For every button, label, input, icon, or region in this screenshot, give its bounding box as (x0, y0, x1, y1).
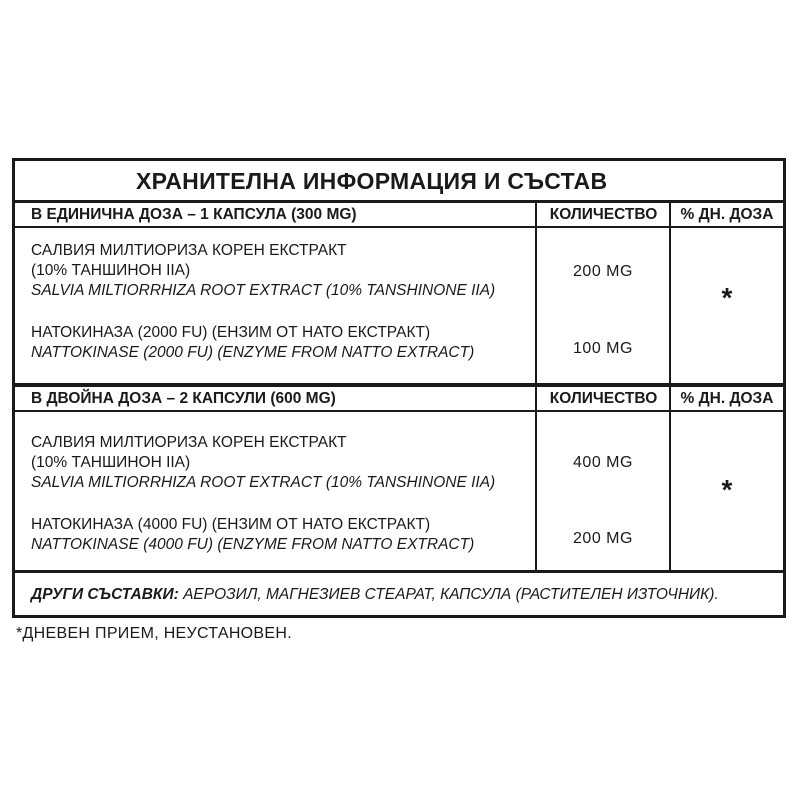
table-title: ХРАНИТЕЛНА ИНФОРМАЦИЯ И СЪСТАВ (15, 161, 783, 203)
ingredient-amount: 100 MG (573, 340, 633, 357)
ingredient-amount: 200 MG (573, 263, 633, 280)
ingredient-name-latin: SALVIA MILTIORRHIZA ROOT EXTRACT (10% TANSHINONE IIA) (31, 474, 496, 491)
quantity-header: КОЛИЧЕСТВО (549, 390, 658, 407)
daily-value-asterisk: * (721, 282, 733, 313)
ingredient-amount: 200 MG (573, 530, 633, 547)
ingredient-name-latin: SALVIA MILTIORRHIZA ROOT EXTRACT (10% TANSHINONE IIA) (31, 282, 496, 299)
ingredient-name-latin: NATTOKINASE (4000 FU) (ENZYME FROM NATTO EXTRACT) (31, 536, 475, 553)
ingredient-amount: 400 MG (573, 454, 633, 471)
single-dose-section (15, 203, 783, 387)
ingredient-salvia (31, 241, 495, 301)
double-dose-section (15, 387, 783, 573)
ingredient-name-bg: САЛВИЯ МИЛТИОРИЗА КОРЕН ЕКСТРАКТ (31, 434, 347, 451)
quantity-header: КОЛИЧЕСТВО (549, 206, 658, 223)
daily-value-header: % ДН. ДОЗА (680, 390, 774, 407)
dose-label: В ДВОЙНА ДОЗА – 2 КАПСУЛИ (600 MG) (31, 390, 336, 407)
ingredient-name-bg: (10% ТАНШИНОН IIA) (31, 262, 191, 279)
other-ingredients (31, 586, 719, 604)
section-header-row (15, 387, 783, 412)
ingredient-nattokinase (31, 323, 474, 363)
ingredient-name-latin: NATTOKINASE (2000 FU) (ENZYME FROM NATTO EXTRACT) (31, 344, 475, 361)
daily-value-asterisk: * (721, 474, 733, 505)
footnote: *ДНЕВЕН ПРИЕМ, НЕУСТАНОВЕН. (16, 625, 292, 642)
ingredient-name-bg: НАТОКИНАЗА (2000 FU) (ЕНЗИМ ОТ НАТО ЕКСТРАКТ) (31, 324, 431, 341)
ingredient-nattokinase (31, 515, 474, 555)
other-ingredients-text: АЕРОЗИЛ, МАГНЕЗИЕВ СТЕАРАТ, КАПСУЛА (РАСТИТЕЛЕН ИЗТОЧНИК). (178, 586, 719, 603)
daily-value-header: % ДН. ДОЗА (680, 206, 774, 223)
nutrition-table (12, 158, 786, 618)
section-header-row (15, 203, 783, 228)
other-ingredients-label: ДРУГИ СЪСТАВКИ: (31, 586, 179, 603)
dose-label: В ЕДИНИЧНА ДОЗА – 1 КАПСУЛА (300 MG) (31, 206, 357, 223)
ingredient-salvia (31, 433, 495, 493)
ingredient-name-bg: САЛВИЯ МИЛТИОРИЗА КОРЕН ЕКСТРАКТ (31, 242, 347, 259)
ingredient-name-bg: (10% ТАНШИНОН IIA) (31, 454, 191, 471)
ingredient-name-bg: НАТОКИНАЗА (4000 FU) (ЕНЗИМ ОТ НАТО ЕКСТРАКТ) (31, 516, 431, 533)
